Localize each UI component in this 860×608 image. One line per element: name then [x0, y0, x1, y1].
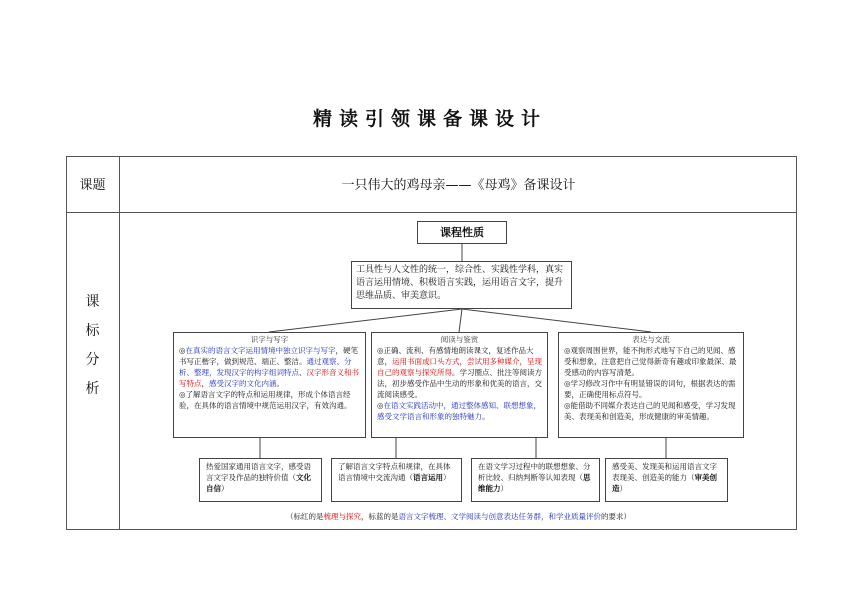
box-paragraph: ◎在语文实践活动中，通过整体感知、联想想象，感受文学语言和形象的独特魅力。	[377, 401, 542, 421]
box-paragraph: ◎观察周围世界，能不拘形式地写下自己的见闻、感受和想象，注意把自己觉得新奇有趣或印象最深、最受感动的内容写清楚。	[564, 346, 737, 377]
goal-thinking-ability: 在语文学习过程中的联想想象、分析比较、归纳判断等认知表现（思维能力）	[471, 458, 600, 502]
expression-communication-box	[558, 332, 744, 438]
analysis-char: 标	[85, 323, 100, 339]
goal-cultural-confidence: 热爱国家通用语言文字，感受语言文字及作品的独特价值（文化自信）	[199, 458, 322, 502]
connector-line	[269, 309, 462, 332]
box-paragraph: ◎学习修改习作中有明显错误的词句，根据表达的需要，正确使用标点符号。	[564, 379, 736, 399]
reading-appreciation-box	[371, 332, 548, 438]
box-paragraph: ◎在真实的语言文字运用情境中独立识字与写字，硬笔书写正楷字，做到规范、端正、整洁。通过观察、分析、整理，发现汉字的构字组词特点、汉字形音义和书写特点，感受汉字的文化内涵。	[179, 346, 359, 388]
course-nature-summary: 工具性与人文性的统一，综合性、实践性学科，真实语言运用情境、积极语言实践，运用语言文字，提升思维品质、审美意识。	[351, 261, 572, 309]
goal-aesthetic-creation: 感受美、发现美和运用语言文字表现美、创造美的能力（审美创造）	[605, 458, 728, 502]
topic-label: 课题	[79, 178, 106, 193]
analysis-char: 课	[85, 294, 100, 310]
document-title: 精读引领课备课设计	[312, 108, 547, 130]
box-paragraph: ◎了解语言文字的特点和运用规律，形成个体语言经验，在具体的语言情境中规范运用汉字，有效沟通。	[179, 390, 352, 410]
box-paragraph: ◎正确、流利、有感情地朗读课文，复述作品大意，运用书面或口头方式，尝试用多种媒介，呈现自己的观察与探究所得。学习圈点、批注等阅读方法，初步感受作品中生动的形象和优美的语言，交流阅读感受。	[377, 346, 542, 399]
course-nature-box: 课程性质	[417, 221, 507, 244]
topic-title: 一只伟大的鸡母亲——《母鸡》备课设计	[341, 178, 576, 193]
box-heading: 识字与写字	[250, 335, 289, 344]
box-heading: 表达与交流	[632, 335, 670, 344]
literacy-writing-box	[173, 332, 366, 438]
goal-language-use: 了解语言文字特点和规律，在具体语言情境中交流沟通（语言运用）	[331, 458, 462, 502]
connector-line	[462, 309, 651, 332]
analysis-char: 分	[85, 352, 100, 368]
analysis-char: 析	[85, 381, 100, 397]
box-heading: 阅读与鉴赏	[440, 335, 479, 344]
legend-footnote: （标红的是梳理与探究，标蓝的是语言文字梳理、文学阅读与创意表达任务群，和学业质量评价的要求）	[286, 512, 631, 521]
box-paragraph: ◎能借助不同媒介表达自己的见闻和感受，学习发现美、表现美和创造美，形成健康的审美情趣。	[564, 401, 736, 421]
connector-line	[459, 309, 462, 332]
